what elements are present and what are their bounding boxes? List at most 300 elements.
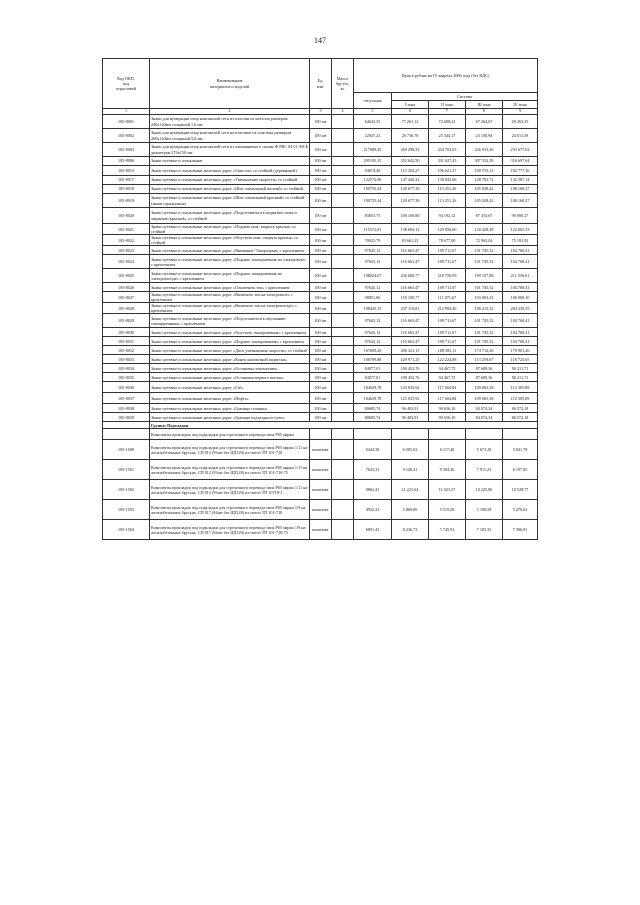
cell-price-zone3: 67 264,67 [466,115,503,129]
cell-code: 105-8006 [103,157,150,166]
cell-mass [332,382,354,393]
cell-code: 105-8024 [103,255,150,269]
cell-mass [332,269,354,283]
cell-name: Знаки путевые и сигнальные железных дорог «Подготовиться к поднятию ножа и закрытию крыльев» со стойкой [150,208,310,224]
cell-code: 105-8028 [103,303,150,314]
cell-price-zone4: 69 263,35 [503,115,538,129]
cell-name: Знаки путевые и сигнальные железных дорог «Шит сигнальный красный» со стойкой (знаки ограждения) [150,194,310,208]
cell-price-zone2: 8 584,46 [429,460,466,480]
cell-price-zone1: 9 128,41 [392,460,429,480]
cell-price-zone4: 108 168,27 [503,185,538,194]
cell-price-zone2: 244 702,63 [429,143,466,157]
cell-code: 105-8022 [103,235,150,246]
cell-code: 105-8002 [103,129,150,143]
cell-price-zone3 [466,429,503,440]
table-row [103,382,538,393]
cell-mass [332,224,354,235]
cell-price-zone1: 6 505,02 [392,440,429,460]
cell-price-zone1: 120 677,38 [392,185,429,194]
column-number-row: 1 2 3 4 5 6 7 8 9 [103,109,538,115]
cell-price-current: 5444,38 [354,440,392,460]
cell-price-zone3: 72 963,04 [466,235,503,246]
cell-price-zone1: 352 642,50 [392,157,429,166]
cell-price-zone2: 111 071,67 [429,292,466,303]
cell-price-zone4: 7 396,91 [503,520,538,540]
cell-name: Знаки путевые и сигнальные железных дорог «Шит сигнальный желтый» со стойкой [150,185,310,194]
cell-price-zone1: 100 452,76 [392,373,429,382]
header-zone-3: III зона [466,101,503,109]
cell-price-zone1: 200 321,15 [392,346,429,355]
cell-unit: 100 шт [310,303,332,314]
cell-price-zone1: 237 119,03 [392,303,429,314]
cell-price-zone4: 112 305,89 [503,382,538,393]
cell-price-zone2: 94 467,75 [429,364,466,373]
cell-price-zone2 [429,429,466,440]
cell-price-current: 80685,74 [354,413,392,422]
cell-price-zone2: 117 604,84 [429,393,466,404]
cell-name: Знаки путевые и сигнальные железных дорог «Свисток» со стойкой (деревянной) [150,166,310,176]
cell-code [103,422,150,429]
cell-price-zone3: 84 074,34 [466,413,503,422]
table-row [103,404,538,413]
cell-price-zone4: 90 000,27 [503,208,538,224]
cell-price-zone2: 72 608,23 [429,115,466,129]
group-row [103,422,538,429]
cell-code: 105-8021 [103,224,150,235]
cell-unit: 100 шт [310,185,332,194]
cell-price-zone1: 260 298,35 [392,143,429,157]
cell-unit: 100 шт [310,176,332,185]
cell-price-zone3: 109 065,38 [466,393,503,404]
table-row [103,166,538,176]
cell-name: Знаки путевые и сигнальные железных дорог «Поднять токоприемник на электропоезде» с креплением [150,269,310,283]
cell-unit: 100 шт [310,393,332,404]
cell-price-zone3: 101 745,52 [466,314,503,328]
cell-code: 105-8033 [103,355,150,364]
cell-name: Знаки путевые и сигнальные железных дорог «Остановка локомотива» [150,364,310,373]
cell-price-zone1: 118 109,77 [392,292,429,303]
cell-code: 105-8013 [103,166,150,176]
cell-price-zone3: 128 702,72 [466,176,503,185]
cell-mass [332,355,354,364]
cell-mass [332,292,354,303]
cell-code: 105-8019 [103,194,150,208]
table-row [103,176,538,185]
table-row [103,520,538,540]
cell-unit: 100 шт [310,157,332,166]
cell-price-zone3: 101 745,52 [466,283,503,292]
table-row [103,413,538,422]
table-row [103,129,538,143]
cell-code: 105-8001 [103,115,150,129]
cell-price-zone3: 101 745,52 [466,255,503,269]
cell-mass [332,194,354,208]
table-row [103,194,538,208]
cell-mass [332,176,354,185]
cell-unit: 100 шт [310,143,332,157]
cell-mass [332,185,354,194]
cell-unit: 100 шт [310,224,332,235]
cell-code: 105-8032 [103,346,150,355]
cell-price-zone2: 122 224,88 [429,355,466,364]
table-row [103,337,538,346]
cell-code: 105-1502 [103,480,150,500]
table-row [103,440,538,460]
cell-name: Знаки для нумерации опор контактной сети из алюминиевого сплава Ф РКС 04 01 00СБ диаметром 270х150 мм [151,144,308,155]
cell-price-zone2: 90 656,10 [429,404,466,413]
cell-price-zone2: 109 711,67 [429,255,466,269]
cell-price-zone1: 11 223,64 [392,480,429,500]
cell-price-zone4: 112 305,89 [503,393,538,404]
cell-price-zone3: 100 753,12 [466,166,503,176]
cell-price-current: 4932,24 [354,500,392,520]
header-mass: Масса брутто, кг [332,59,354,109]
cell-price-zone3: 5 108,58 [466,500,503,520]
cell-price-zone3: 5 673,28 [466,440,503,460]
cell-code: 105-8029 [103,314,150,328]
table-row [103,429,538,440]
cell-name: Знаки путевые и сигнальные железных дорог «Включить ток на электровозе» с креплением [150,292,310,303]
cell-price-zone3: 87 609,36 [466,364,503,373]
cell-price-zone3: 7 911,23 [466,460,503,480]
cell-price-current: 94674,40 [354,166,392,176]
cell-price-current: 97645,12 [354,255,392,269]
cell-price-zone3: 120 428,48 [466,224,503,235]
cell-name: Знаки для нумерации опор контактной сети из пластин из металла размером 240х140мм толщиной 1,6 мм [150,115,310,129]
cell-price-zone2: 218 750,99 [429,269,466,283]
cell-name: Знаки путевые и сигнальные железных дорог «Внимание! Токоразрыв» с креплением [150,246,310,255]
cell-price-zone1: 5 869,00 [392,500,429,520]
cell-price-zone1 [392,429,429,440]
cell-price-zone4: 316 697,64 [503,157,538,166]
cell-mass [332,429,354,440]
cell-unit [310,429,332,440]
cell-price-zone1: 125 035,92 [392,393,429,404]
cell-price-zone3: 174 712,26 [466,346,503,355]
header-zone-2: II зона [429,101,466,109]
table-row [103,208,538,224]
header-unit: Ед. изм. [310,59,332,109]
cell-name: Знаки путевые и сигнальные железных дорог «Конец контактной подвески» [150,355,310,364]
cell-price-zone2: 109 711,67 [429,337,466,346]
cell-price-zone4: 104 768,41 [503,337,538,346]
cell-price-zone4: 5 841,78 [503,440,538,460]
table-row [103,364,538,373]
cell-mass [332,328,354,337]
cell-name: Комплекты прокладок под подкладки для стрелочного перевода типа Р65 марки 1/11 на железобетонных брусьях, СП 812 (93шт без ЦП128) из смеси ТП 10710-1 [150,480,310,500]
header-code: Код ОКП, код отраслевой [103,59,150,109]
cell-price-zone3: 101 745,52 [466,337,503,346]
cell-price-current: 104629,78 [354,393,392,404]
cell-name: Комплекты прокладок под подкладки для стрелочного перевода типа Р65 марки 1/9 на железобетонных брусьях, СП 817 (84шт без ЦП128) из смеси ТП 101-710-75 [150,520,310,540]
cell-price-zone1: 116 663,47 [392,283,429,292]
cell-unit: комплект [310,460,332,480]
cell-name: Знаки для нумерации опор контактной сети на пластине из пластика размером 260х140мм толщиной 5,0 мм [150,129,310,143]
cell-mass [332,337,354,346]
table-row [103,283,538,292]
cell-price-zone4: 106 068,10 [503,292,538,303]
cell-price-current: 98851,66 [354,292,392,303]
cell-price-zone3: 109 065,38 [466,382,503,393]
cell-price-zone4: 104 768,41 [503,246,538,255]
cell-price-zone2: 94 467,75 [429,373,466,382]
cell-price-zone2: 109 711,67 [429,246,466,255]
cell-unit: комплект [310,440,332,460]
cell-price-zone4: 104 768,41 [503,283,538,292]
cell-price-zone3: 105 028,42 [466,194,503,208]
cell-price-zone3: 199 107,88 [466,269,503,283]
table-row [103,346,538,355]
cell-price-zone4: 90 211,71 [503,373,538,382]
cell-price-current: 97645,12 [354,283,392,292]
cell-price-current: 6891,43 [354,520,392,540]
cell-price-zone2: 5 519,28 [429,500,466,520]
cell-price-zone1: 96 403,91 [392,404,429,413]
cell-price-zone2: 212 993,46 [429,303,466,314]
cell-price-current: 295195,15 [354,157,392,166]
cell-price-zone4: 104 768,41 [503,328,538,337]
cell-price-zone1: 8 236,73 [392,520,429,540]
cell-name: Знаки путевые и сигнальные железных дорог «Поднять токоприемник на электровозе» с креплением [150,255,310,269]
cell-unit: 100 шт [310,194,332,208]
cell-unit: 100 шт [310,283,332,292]
cell-price-zone4: 179 901,26 [503,346,538,355]
cell-code: 105-8027 [103,292,150,303]
cell-price-zone1: 116 663,47 [392,337,429,346]
cell-unit: 100 шт [310,246,332,255]
cell-price-zone1: 96 403,91 [392,413,429,422]
table-row [103,393,538,404]
cell-price-current: 115572,81 [354,224,392,235]
cell-price-zone1: 100 160,80 [392,208,429,224]
cell-price-current: 122572,06 [354,176,392,185]
cell-name: Комплекты прокладок под подкладки для стрелочного перевода типа Р65 марки 1/9 на железобетонных брусьях, СП 817 (84шт без ЦП128) из смеси ТП 101-710 [150,500,310,520]
cell-price-zone2: 25 344,17 [429,129,466,143]
cell-unit: 100 шт [310,269,332,283]
cell-price-zone3: 23 108,94 [466,129,503,143]
cell-price-current: 104629,78 [354,382,392,393]
cell-mass [332,166,354,176]
cell-price-zone3: 226 933,26 [466,143,503,157]
cell-price-zone2: 138 843,66 [429,176,466,185]
table-row [103,500,538,520]
cell-mass [332,346,354,355]
cell-mass [332,143,354,157]
cell-price-zone4: 75 181,92 [503,235,538,246]
cell-unit: 100 шт [310,235,332,246]
cell-unit: комплект [310,480,332,500]
cell-name: Знаки путевые и сигнальные железных дорог «Граница подъездного пути» [150,413,310,422]
cell-unit: комплект [310,500,332,520]
cell-price-zone2: 113 251,26 [429,185,466,194]
cell-code [103,429,150,440]
cell-price-zone4: 10 528,77 [503,480,538,500]
cell-code: 105-8018 [103,185,150,194]
cell-code: 105-8035 [103,373,150,382]
table-row [103,143,538,157]
header-price-title: Цена в рублях на IV квартал 2006 года (без НДС) [354,59,538,93]
cell-name: Комплекты прокладок под подкладки для стрелочного перевода типа Р65 марки 1/11 на железобетонных брусьях, СП 812 (93шт без ЦП128) из смеси ТП 101-710-75 [150,460,310,480]
cell-price-zone4: 116 725,65 [503,355,538,364]
table-row [103,115,538,129]
cell-price-zone1: 113 304,27 [392,166,429,176]
cell-price-zone1: 26 736,70 [392,129,429,143]
cell-code: 105-8030 [103,328,150,337]
cell-price-zone4: 102 777,10 [503,166,538,176]
cell-price-zone4: 86 572,18 [503,413,538,422]
cell-code: 105-8020 [103,208,150,224]
table-row [103,373,538,382]
header-current: отпускная [354,93,392,109]
cell-price-current: 83853,75 [354,208,392,224]
cell-name: Знаки путевые и сигнальные железных дорог «Поднять нож, закрыть крылья» со стойкой [150,224,310,235]
cell-name: Знаки путевые и сигнальные железных дорог «Поднять токоприемник» с креплением [150,337,310,346]
cell-name: Комплекты прокладок под подкладки для стрелочного перевода типа Р65 марки [150,429,310,440]
cell-name: Знаки путевые и сигнальные железных дорог «Уменьшение скорости» со стойкой [150,176,310,185]
cell-code: 105-8025 [103,269,150,283]
cell-price-current: 97645,12 [354,328,392,337]
table-row [103,246,538,255]
cell-price-zone4: 24 011,58 [503,129,538,143]
cell-price-current: 84077,01 [354,364,392,373]
cell-mass [332,303,354,314]
cell-code: 105-1504 [103,520,150,540]
cell-price-current: 100755,44 [354,185,392,194]
cell-price-zone3: 198 415,52 [466,303,503,314]
cell-price-zone4: 124 065,33 [503,224,538,235]
header-region: Система [392,93,538,101]
cell-code: 105-8003 [103,143,150,157]
cell-price-zone1: 116 663,47 [392,328,429,337]
cell-code: 105-8023 [103,246,150,255]
cell-price-zone3: 307 552,58 [466,157,503,166]
cell-name: Знаки путевые и сигнальные железных дорог «Граница станции» [150,404,310,413]
table-row [103,185,538,194]
cell-price-zone4: 5 270,62 [503,500,538,520]
cell-price-current: 97645,12 [354,337,392,346]
cell-price-zone3: 87 609,36 [466,373,503,382]
group-label: Группа: Подкладки [150,422,538,429]
cell-price-zone2: 113 251,26 [429,194,466,208]
cell-unit: 100 шт [310,413,332,422]
cell-mass [332,255,354,269]
cell-code: 105-8026 [103,283,150,292]
cell-price-current: 84077,01 [354,373,392,382]
cell-price-zone4: 86 572,18 [503,404,538,413]
cell-unit: 100 шт [310,364,332,373]
cell-price-zone4: 108 168,27 [503,194,538,208]
table-row [103,255,538,269]
cell-mass [332,115,354,129]
cell-price-zone3: 113 259,67 [466,355,503,364]
cell-mass [332,314,354,328]
cell-price-current: 9862,41 [354,480,392,500]
cell-price-zone3: 103 003,23 [466,292,503,303]
cell-unit: 100 шт [310,208,332,224]
cell-unit: 100 шт [310,373,332,382]
cell-code: 105-8037 [103,393,150,404]
cell-price-current: 198024,67 [354,269,392,283]
cell-code: 105-8017 [103,176,150,185]
cell-price-zone2: 109 711,67 [429,314,466,328]
cell-unit: 100 шт [310,355,332,364]
cell-price-current: 217689,45 [354,143,392,157]
cell-price-current: 100755,44 [354,194,392,208]
cell-unit: комплект [310,520,332,540]
cell-price-zone1: 100 452,76 [392,364,429,373]
cell-mass [332,129,354,143]
cell-code: 105-1503 [103,500,150,520]
cell-unit: 100 шт [310,292,332,303]
cell-name: Знаки путевые и сигнальные железных дорог «Опустить нож, открыть крылья» со стойкой [150,235,310,246]
cell-mass [332,235,354,246]
price-table [102,58,538,540]
cell-mass [332,500,354,520]
cell-name: Знаки путевые и сигнальные железных дорог «Включить ток на электропоезде» с креплением [150,303,310,314]
cell-code: 105-8034 [103,364,150,373]
table-row [103,314,538,328]
cell-code: 105-1500 [103,440,150,460]
cell-price-zone2: 188 385,11 [429,346,466,355]
cell-price-zone2: 90 656,10 [429,413,466,422]
cell-price-zone4: 104 768,41 [503,314,538,328]
header-zone-4: IV зона [503,101,538,109]
cell-price-zone2: 11 023,57 [429,480,466,500]
cell-price-current: 198445,15 [354,303,392,314]
cell-price-zone4: 211 536,61 [503,269,538,283]
cell-unit: 100 шт [310,337,332,346]
cell-mass [332,404,354,413]
table-row [103,328,538,337]
cell-code: 105-8036 [103,382,150,393]
cell-price-zone4: 8 197,85 [503,460,538,480]
cell-price-zone2: 117 604,84 [429,382,466,393]
cell-price-current: 7643,31 [354,460,392,480]
cell-price-zone4: 90 211,71 [503,364,538,373]
cell-unit: 100 шт [310,328,332,337]
cell-unit: 100 шт [310,382,332,393]
cell-price-current: 97645,12 [354,314,392,328]
cell-mass [332,480,354,500]
cell-price-zone3: 7 183,35 [466,520,503,540]
page-number: 147 [314,36,326,45]
cell-mass [332,393,354,404]
cell-price-zone3: 84 074,34 [466,404,503,413]
cell-price-zone2: 129 856,60 [429,224,466,235]
header-zone-1: I зона [392,101,429,109]
cell-price-zone1: 147 440,22 [392,176,429,185]
cell-price-zone4: 104 768,41 [503,255,538,269]
cell-mass [332,440,354,460]
cell-mass [332,157,354,166]
cell-name: Знаки путевые и сигнальные железных дорог «Опустить токоприемник» с креплением [150,328,310,337]
cell-name: Знаки путевые и сигнальные железных дорог «Отключить ток» с креплением [150,283,310,292]
cell-mass [332,460,354,480]
cell-price-zone2: 109 711,67 [429,328,466,337]
cell-price-zone2: 331 627,43 [429,157,466,166]
header-name: Наименование материалов и изделий [150,59,310,109]
cell-name: Знаки путевые и сигнальные железных дорог «Диск уменьшения скорости» со стойкой [150,346,310,355]
cell-price-zone2: 6 117,40 [429,440,466,460]
cell-unit: 100 шт [310,166,332,176]
cell-name: Знаки путевые и сигнальные железных дорог «Нефть» [150,393,310,404]
cell-price-zone2: 109 711,67 [429,283,466,292]
cell-code: 105-8039 [103,413,150,422]
cell-code: 105-8038 [103,404,150,413]
cell-name: Знаки путевые и сигнальные железных дорог «Габ» [150,382,310,393]
cell-price-zone1: 120 677,38 [392,194,429,208]
cell-mass [332,364,354,373]
